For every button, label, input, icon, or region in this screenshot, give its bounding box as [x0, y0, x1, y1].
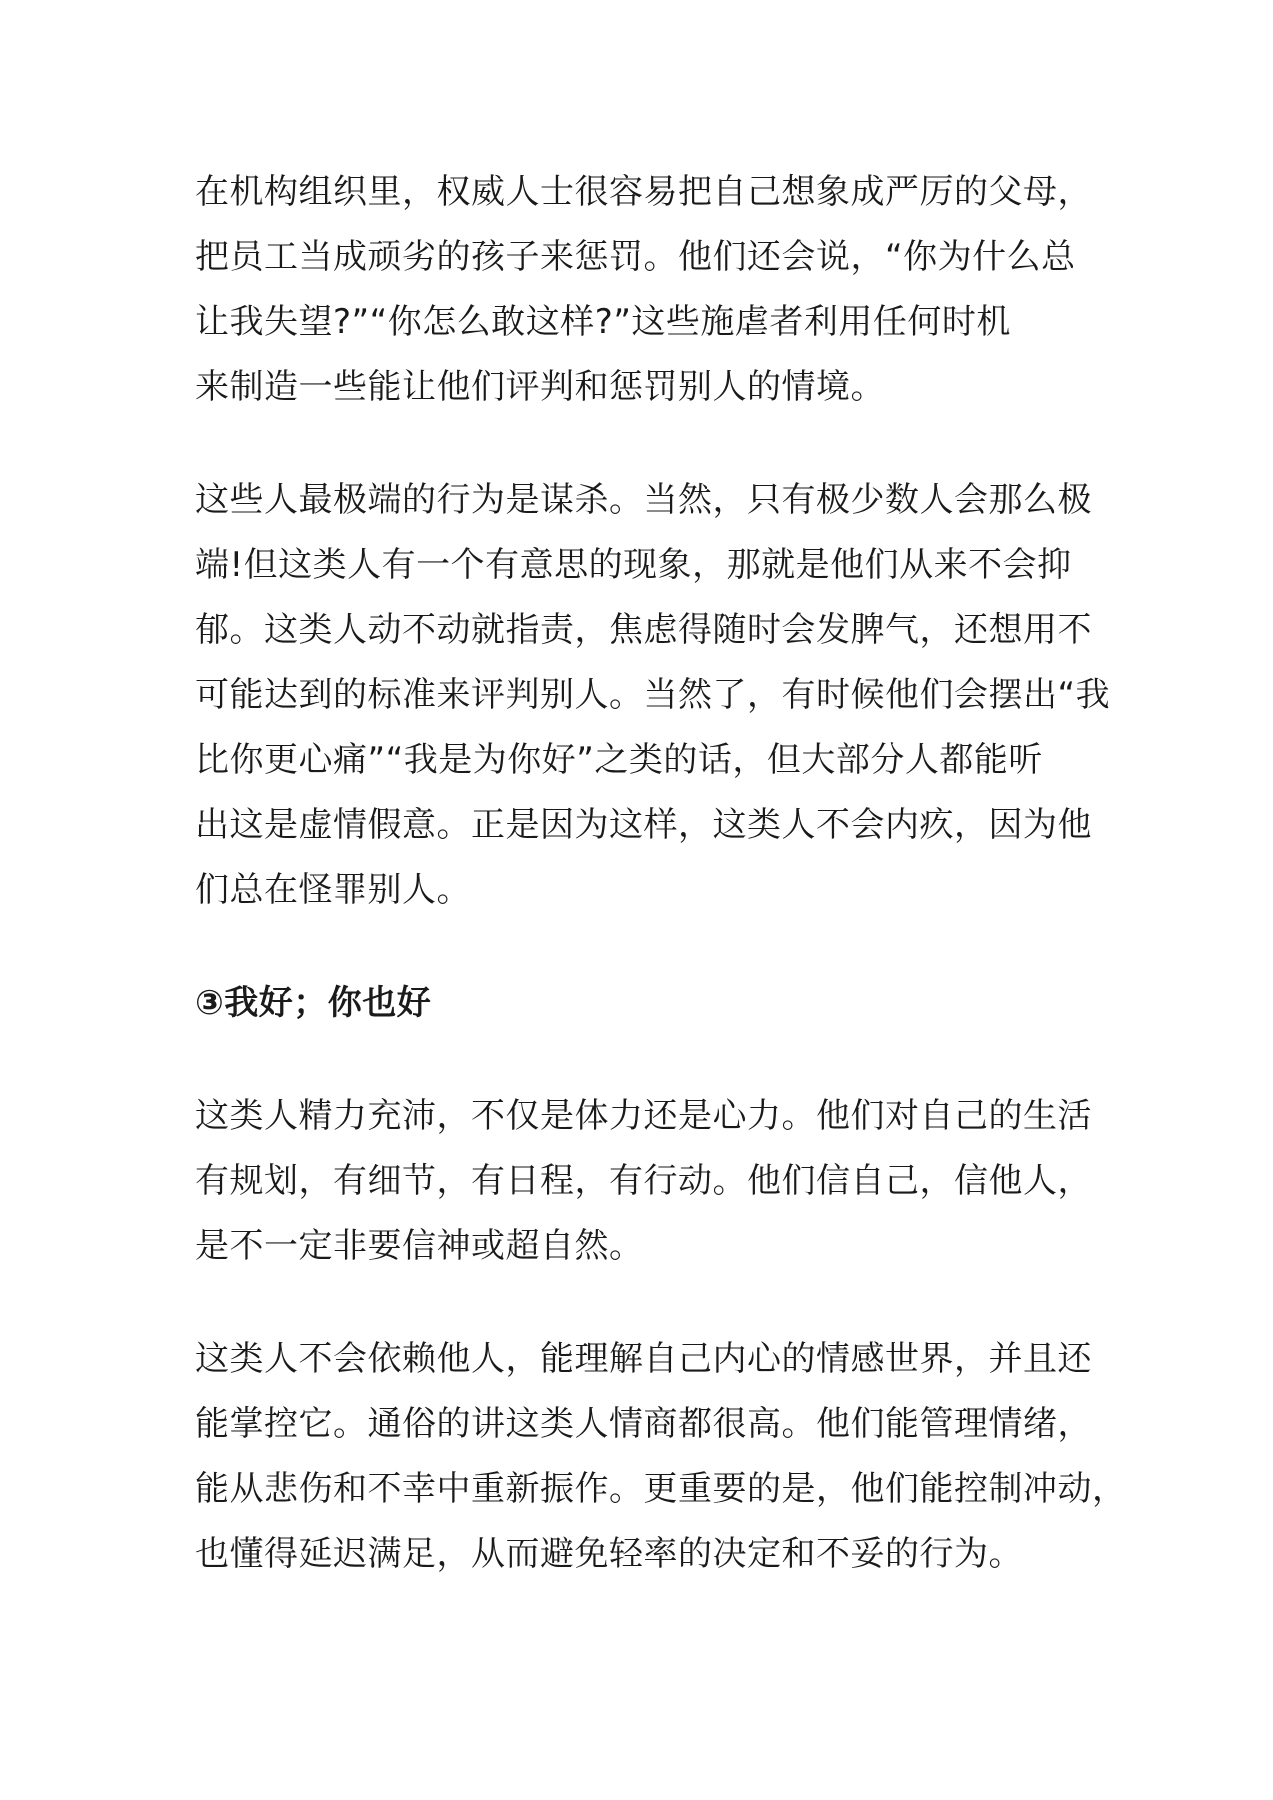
text-line: 把员工当成顽劣的孩子来惩罚。他们还会说，“你为什么总 [195, 237, 1076, 277]
paragraph-authority-parents [195, 160, 1090, 420]
text-line: 出这是虚情假意。正是因为这样，这类人不会内疚，因为他 [195, 805, 1092, 845]
text-line: 郁。这类人动不动就指责，焦虑得随时会发脾气，还想用不 [195, 610, 1092, 650]
text-line: 来制造一些能让他们评判和惩罚别人的情境。 [195, 367, 885, 407]
text-line: 这类人精力充沛，不仅是体力还是心力。他们对自己的生活 [195, 1096, 1092, 1136]
text-line: 能掌控它。通俗的讲这类人情商都很高。他们能管理情绪， [195, 1404, 1092, 1444]
text-line: 在机构组织里，权威人士很容易把自己想象成严厉的父母， [195, 172, 1092, 212]
text-line: 是不一定非要信神或超自然。 [195, 1226, 644, 1266]
text-line: 可能达到的标准来评判别人。当然了，有时候他们会摆出“我 [195, 675, 1111, 715]
text-line: 也懂得延迟满足，从而避免轻率的决定和不妥的行为。 [195, 1534, 1023, 1574]
text-line: 这些人最极端的行为是谋杀。当然，只有极少数人会那么极 [195, 480, 1092, 520]
text-line: 比你更心痛”“我是为你好”之类的话，但大部分人都能听 [195, 740, 1043, 780]
text-line: 让我失望?”“你怎么敢这样?”这些施虐者利用任何时机 [195, 302, 1011, 342]
paragraph-energetic [195, 1084, 1090, 1279]
paragraph-emotional-intelligence [195, 1327, 1127, 1587]
text-line: 们总在怪罪别人。 [195, 870, 471, 910]
text-line: 能从悲伤和不幸中重新振作。更重要的是，他们能控制冲动， [195, 1469, 1127, 1509]
paragraph-extreme-behavior [195, 468, 1111, 923]
document-page [195, 160, 1127, 1587]
section-heading: ③我好；你也好 [195, 983, 432, 1023]
text-line: 端!但这类人有一个有意思的现象，那就是他们从来不会抑 [195, 545, 1072, 585]
text-line: 有规划，有细节，有日程，有行动。他们信自己，信他人， [195, 1161, 1092, 1201]
text-line: 这类人不会依赖他人，能理解自己内心的情感世界，并且还 [195, 1339, 1092, 1379]
